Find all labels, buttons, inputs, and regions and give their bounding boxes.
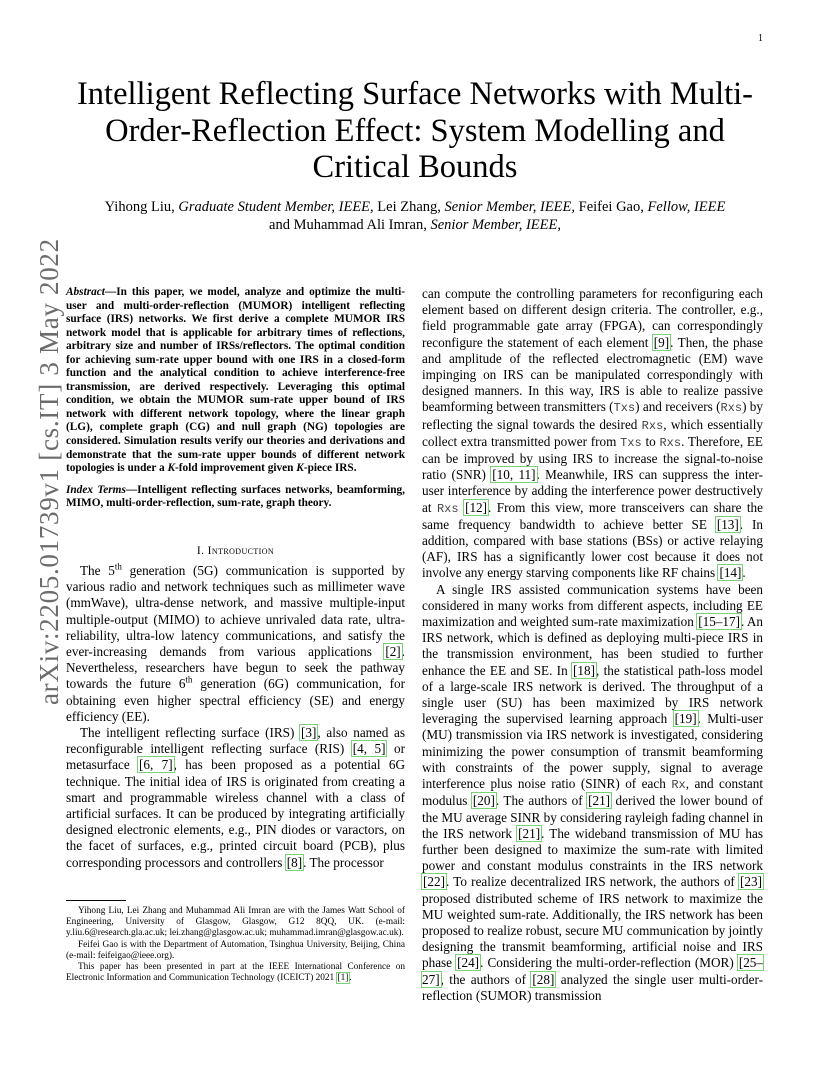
section-heading: I. Introduction (196, 544, 275, 557)
code-term: Txs (613, 401, 636, 416)
text-run: . The authors of (495, 793, 588, 809)
footnote: Yihong Liu, Lei Zhang and Muhammad Ali Imran are with the James Watt School of Engineering, University of Glasgow, Glasgow, G12 8QQ, UK. (e-mail: y.liu.6@research.gla.ac.uk; lei.zhang@glasgow.ac.uk; muhammad.imran@glasgow.ac.uk). (66, 906, 405, 939)
abstract-text: -fold improvement given (175, 462, 297, 475)
citation-link[interactable]: [25–27] (422, 955, 763, 987)
citation-link[interactable]: [12] (465, 499, 488, 515)
citation-link[interactable]: [14] (719, 565, 742, 581)
text-run: , the statistical path-loss model of a large-scale IRS network is derived. The throughput of a single user (SU) has been maximized by IRS network leveraging the supervised learning approach (422, 662, 763, 727)
footnote: Feifei Gao is with the Department of Automation, Tsinghua University, Beijing, China (e-mail: feifeigao@ieee.org). (66, 939, 405, 961)
abstract (66, 286, 405, 476)
citation-link[interactable]: [4, 5] (352, 741, 386, 757)
text-run: . (742, 565, 746, 581)
intro-paragraph (422, 582, 763, 1004)
text-run: . Multi-user (MU) transmission via IRS network is investigated, considering minimizing the power consumption of transmit beamforming with constraints of the power supply, signal to average interference plus noise ratio (SINR) of each (422, 711, 763, 792)
citation-link[interactable]: [20] (472, 793, 495, 809)
paper-title: Intelligent Reflecting Surface Networks with Multi-Order-Reflection Effect: System Modelling and Critical Bounds (76, 76, 753, 185)
code-term: Rxs (436, 501, 459, 516)
author-role: Senior Member, IEEE, (444, 199, 576, 215)
citation-link[interactable]: [19] (674, 711, 697, 727)
text-run: , has been proposed as a potential 6G technique. The initial idea of IRS is originated from creating a smart and programmable wireless channel with a class of artificial surfaces. It can be produced by integrating artificially designed electronic elements, e.g., PIN diodes or varactors, on the facet of surfaces, e.g., printed circuit board (PCB), plus corresponding processors and controllers (66, 757, 405, 870)
code-term: Rxs (659, 435, 682, 450)
text-run: proposed distributed scheme of IRS network to maximize the MU weighted sum-rate. Additionally, the IRS network has been proposed to realize robust, secure MU communication by jointly designing the transmit beamforming, artificial noise and IRS phase (422, 890, 763, 971)
abstract-text: —In this paper, we model, analyze and optimize the multi-user and multi-order-reflection (MUMOR) intelligent reflecting surface (IRS) networks. We first derive a complete MUMOR IRS network model that is applicable for arbitrary times of reflections, arbitrary size and number of IRSs/reflectors. The optimal condition for achieving sum-rate upper bound with one IRS in a closed-form function and the analytical condition to achieve interference-free transmission, are derived respectively. Leveraging this optimal condition, we obtain the MUMOR sum-rate upper bound of IRS network with different network topology, where the linear graph (LG), complete graph (CG) and null graph (NG) topologies are considered. Simulation results verify our theories and derivations and demonstrate that the sum-rate upper bounds of different network topologies is under a (66, 286, 405, 475)
citation-link[interactable]: [24] (457, 955, 480, 971)
math-var: K (296, 462, 304, 475)
text-run: . Meanwhile, IRS can suppress the inter-user interference by adding the interference power destructively at (422, 467, 763, 515)
page-number: 1 (758, 33, 763, 44)
author-list (60, 198, 770, 234)
citation-link[interactable]: [8] (286, 854, 303, 870)
text-run: analyzed the single user multi-order-reflection (SUMOR) transmission (422, 971, 763, 1003)
text-run: or metasurface (66, 741, 405, 773)
text-run: , the authors of (440, 971, 532, 987)
text-run: ) by reflecting the signal towards the desired (422, 399, 763, 432)
citation-link[interactable]: [15–17] (698, 614, 740, 630)
text-run: can compute the controlling parameters for reconfiguring each element based on different design criteria. The controller, e.g., field programmable gate array (FPGA), can correspondingly reconfigure the statement of each element (422, 286, 763, 350)
text-run: . To realize decentralized IRS network, the authors of (445, 874, 740, 890)
index-terms (66, 484, 405, 511)
footnote-divider (66, 900, 126, 901)
footnotes (66, 906, 405, 984)
text-run: The 5 (80, 562, 115, 578)
abstract-text: -piece IRS. (303, 462, 357, 475)
superscript: th (114, 561, 122, 572)
code-term: Rx (671, 778, 686, 793)
code-term: Rxs (641, 418, 664, 433)
code-term: Txs (620, 435, 642, 450)
intro-paragraph (66, 563, 405, 725)
text-run: generation (5G) communication is supported by various radio and network techniques such as millimeter wave (mmWave), ultra-dense network, and massive multiple-input multiple-output (MIMO) to achieve unrivaled data rate, ultra-reliability, ultra-low latency communications, and satisfy the ever-increasing demands from various applications (66, 562, 405, 659)
citation-link[interactable]: [2] (385, 643, 401, 659)
text-run: A single IRS assisted communication systems have been considered in many works from different aspects, including EE maximization and weighted sum-rate maximization (422, 581, 763, 630)
text-run: . Nevertheless, researchers have begun to seek the pathway towards the future 6 (66, 643, 405, 692)
text-run: , and constant modulus (422, 776, 763, 809)
citation-link[interactable]: [3] (301, 724, 317, 740)
citation-link[interactable]: [1] (337, 973, 349, 984)
author-name: Lei Zhang, (377, 199, 441, 215)
citation-link[interactable]: [13] (716, 516, 739, 532)
text-run: . In addition, compared with base stations (BSs) or active relaying (AF), IRS has a significantly lower cost because it does not involve any energy starving components like RF chains (422, 516, 763, 581)
citation-link[interactable]: [22] (423, 874, 445, 890)
code-term: Rxs (720, 401, 743, 416)
citation-link[interactable]: [10, 11] (492, 467, 536, 483)
text-run: This paper has been presented in part at the IEEE International Conference on Electronic Information and Communication Technology (ICEICT) 2021 (66, 962, 405, 984)
author-name: and Muhammad Ali Imran, (269, 217, 427, 233)
text-run: ) and receivers ( (635, 399, 721, 415)
citation-link[interactable]: [23] (740, 874, 762, 890)
text-run: generation (6G) communication, for obtaining even higher spectral efficiency (SE) and energy efficiency (EE). (66, 676, 405, 724)
intro-paragraph (422, 286, 763, 582)
text-run: . An IRS network, which is defined as deploying multi-piece IRS in the transmission environment, has been studied to further enhance the EE and SE. In (422, 614, 764, 678)
text-run: , which essentially collect extra transmitted power from (422, 416, 764, 449)
citation-link[interactable]: [9] (653, 334, 670, 350)
text-run: . Considering the multi-order-reflection (MOR) (480, 955, 738, 971)
author-role: Graduate Student Member, IEEE, (178, 199, 374, 215)
superscript: th (185, 674, 193, 685)
math-var: K (167, 462, 176, 475)
author-role: Senior Member, IEEE, (430, 217, 561, 233)
text-run: . Then, the phase and amplitude of the reflected electromagnetic (EM) wave impinging on IRS can be manipulated correspondingly with designed manners. In this way, IRS is able to realize passive beamforming between transmitters ( (422, 334, 763, 415)
abstract-label: Abstract (66, 286, 105, 298)
intro-paragraph (66, 725, 405, 871)
author-role: Fellow, IEEE (647, 199, 726, 215)
citation-link[interactable]: [21] (518, 825, 541, 841)
text-run: . The processor (303, 854, 384, 870)
author-name: Yihong Liu, (104, 199, 175, 215)
text-run: derived the lower bound of the MU average SINR by considering rayleigh fading channel in the IRS network (422, 793, 763, 841)
text-run: . (349, 973, 352, 984)
citation-link[interactable]: [6, 7] (139, 757, 173, 773)
text-run: The intelligent reflecting surface (IRS) (80, 724, 301, 740)
citation-link[interactable]: [28] (532, 971, 555, 987)
arxiv-identifier: arXiv:2205.01739v1 [cs.IT] 3 May 2022 (34, 238, 64, 705)
text-run: . From this view, more transceivers can share the same frequency bandwidth to achieve better SE (422, 499, 764, 532)
text-run: , also named as reconfigurable intelligent reflecting surface (RIS) (66, 724, 405, 757)
citation-link[interactable]: [21] (588, 793, 611, 809)
author-name: Feifei Gao, (578, 199, 644, 215)
citation-link[interactable]: [18] (572, 662, 595, 678)
index-terms-label: Index Terms (66, 483, 126, 496)
text-run: . Therefore, EE can be improved by using IRS to increase the signal-to-noise ratio (SNR) (422, 433, 763, 483)
right-column (422, 286, 763, 1004)
text-run: to (641, 433, 660, 449)
index-terms-text: —Intelligent reflecting surfaces networks, beamforming, MIMO, multi-order-reflection, sum-rate, graph theory. (66, 483, 405, 510)
text-run: . The wideband transmission of MU has further been designed to maximize the sum-rate with limited power and constant modulus constraints in the IRS network (422, 825, 763, 874)
footnote (66, 962, 405, 984)
left-column (66, 286, 405, 871)
